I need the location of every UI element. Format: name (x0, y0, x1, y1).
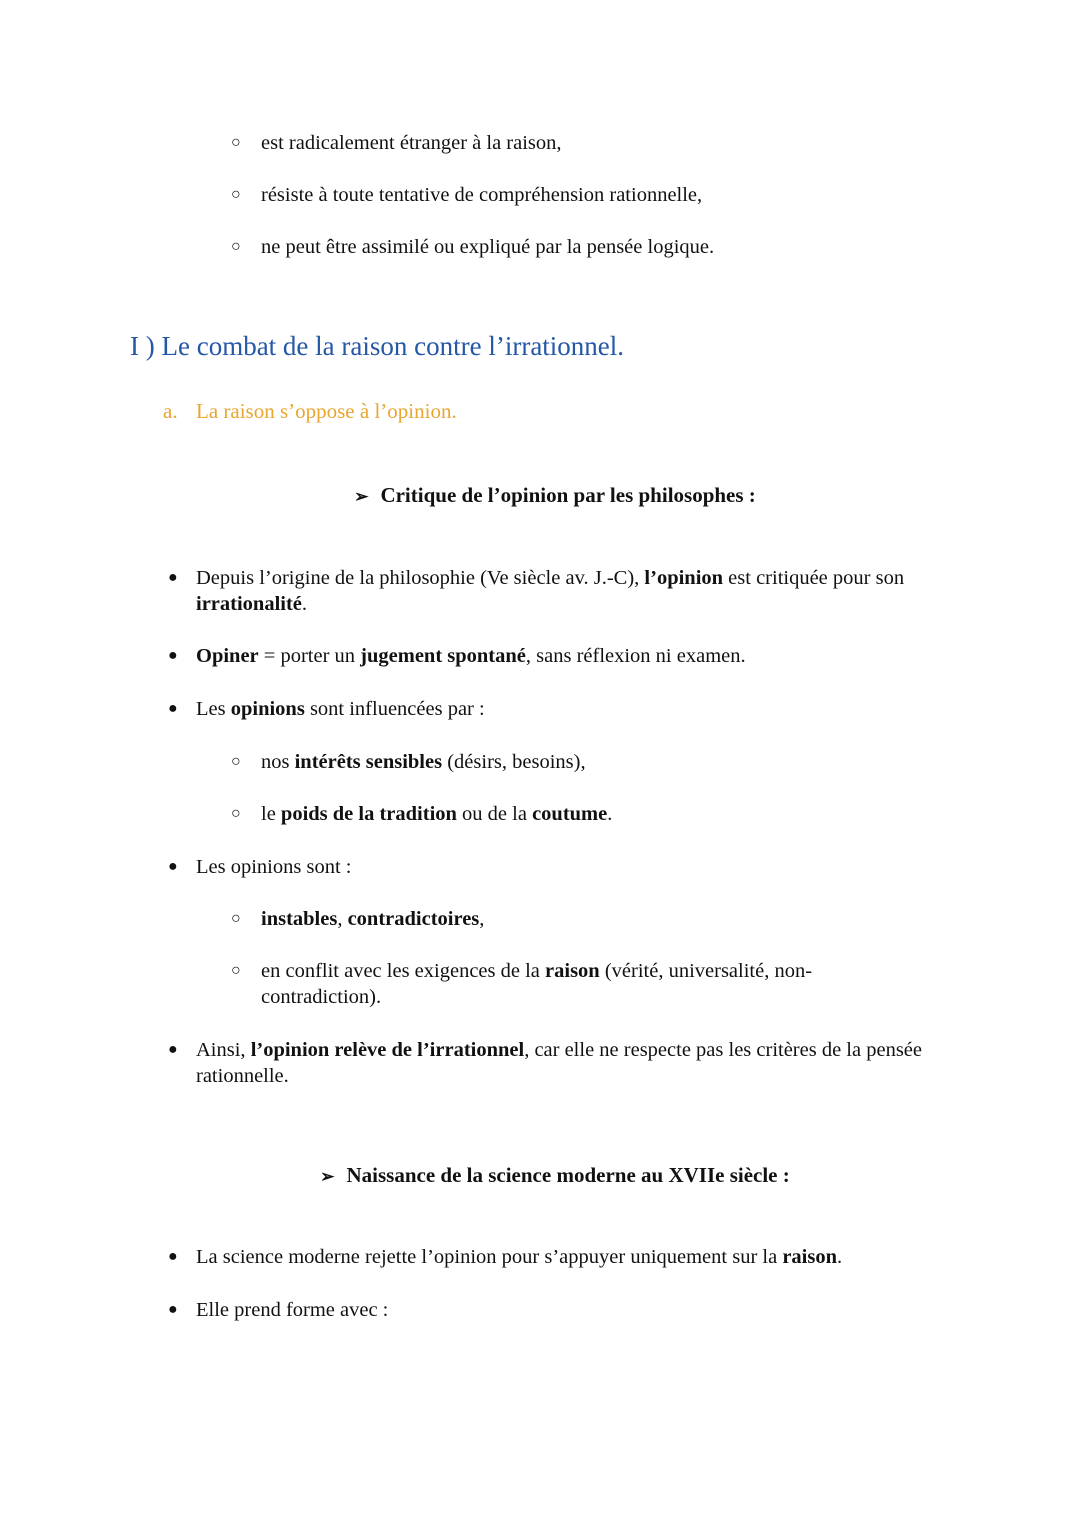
text-segment: ne peut être assimilé ou expliqué par la pensée logique. (261, 236, 715, 258)
text-segment: est radicalement étranger à la raison, (261, 132, 562, 154)
sub-list-item (231, 958, 901, 1010)
list-item (168, 854, 936, 880)
text-segment: en conflit avec les exigences de la (261, 960, 546, 982)
text-segment: . (837, 1246, 843, 1268)
text-segment: Naissance de la science moderne au XVIIe siècle : (346, 1163, 790, 1187)
text-segment: Elle prend forme avec : (196, 1299, 389, 1321)
bullet-icon: ● (168, 858, 178, 875)
text-segment: Ainsi, (196, 1039, 251, 1061)
bold-text: poids de la tradition (280, 803, 457, 825)
bold-text: contradictoires (347, 908, 480, 930)
bold-text: l’opinion (644, 567, 724, 589)
circle-bullet-icon: ○ (231, 238, 241, 255)
arrow-heading (0, 482, 1080, 510)
text-segment: Critique de l’opinion par les philosophes : (380, 483, 756, 507)
bullet-icon: ● (168, 1041, 178, 1058)
text-segment: Depuis l’origine de la philosophie (Ve siècle av. J.-C), (196, 567, 645, 589)
circle-bullet-icon: ○ (231, 805, 241, 822)
arrow-heading (0, 1162, 1080, 1190)
sub-list-item (231, 182, 901, 208)
bullet-icon: ● (168, 569, 178, 586)
text-segment: est critiquée pour son (723, 567, 905, 589)
list-item (168, 696, 936, 722)
circle-bullet-icon: ○ (231, 753, 241, 770)
text-segment: La science moderne rejette l’opinion pour s’appuyer uniquement sur la (196, 1246, 783, 1268)
bold-text: coutume (532, 803, 608, 825)
text-segment: Les opinions sont : (196, 856, 352, 878)
arrow-icon: ➢ (320, 1167, 335, 1186)
text-segment: résiste à toute tentative de compréhension rationnelle, (261, 184, 703, 206)
text-segment: Les (196, 698, 231, 720)
bullet-icon: ● (168, 647, 178, 664)
text-segment: (désirs, besoins), (442, 751, 586, 773)
circle-bullet-icon: ○ (231, 134, 241, 151)
bullet-icon: ● (168, 700, 178, 717)
circle-bullet-icon: ○ (231, 186, 241, 203)
bullet-icon: ● (168, 1248, 178, 1265)
list-item (168, 1297, 936, 1323)
text-segment: , car elle ne respecte pas les critères de la pensée rationnelle. (196, 1039, 923, 1087)
bullet-icon: ● (168, 1301, 178, 1318)
sub-list-item (231, 130, 901, 156)
bold-text: Opiner (196, 645, 259, 667)
text-segment: (vérité, universalité, non-contradiction). (261, 960, 813, 1008)
text-segment: , sans réflexion ni examen. (525, 645, 746, 667)
text-segment: . (301, 593, 308, 615)
list-item (168, 1244, 936, 1270)
circle-bullet-icon: ○ (231, 962, 241, 979)
text-segment: I ) Le combat de la raison contre l’irrationnel. (130, 331, 625, 361)
bold-text: l’opinion relève de l’irrationnel (250, 1039, 525, 1061)
subsection-heading (163, 398, 457, 424)
sub-list-item (231, 234, 901, 260)
sub-list-item (231, 749, 901, 775)
bold-text: jugement spontané (360, 645, 526, 667)
section-heading (130, 330, 624, 362)
text-segment: ou de la (456, 803, 533, 825)
bold-text: opinions (230, 698, 305, 720)
sub-list-item (231, 801, 901, 827)
bold-text: irrationalité (196, 593, 302, 615)
arrow-icon: ➢ (354, 487, 369, 506)
sub-list-item (231, 906, 901, 932)
text-segment: , (337, 908, 348, 930)
list-item (168, 643, 936, 669)
subsection-number: a. (163, 399, 178, 423)
bold-text: intérêts sensibles (294, 751, 443, 773)
circle-bullet-icon: ○ (231, 910, 241, 927)
bold-text: raison (545, 960, 600, 982)
text-segment: le (261, 803, 281, 825)
text-segment: La raison s’oppose à l’opinion. (196, 399, 457, 423)
bold-text: instables (261, 908, 338, 930)
bold-text: raison (782, 1246, 838, 1268)
text-segment: nos (261, 751, 295, 773)
list-item (168, 1037, 936, 1089)
text-segment: sont influencées par : (304, 698, 485, 720)
text-segment: , (479, 908, 485, 930)
list-item (168, 565, 936, 617)
text-segment: . (607, 803, 613, 825)
text-segment: = porter un (258, 645, 361, 667)
